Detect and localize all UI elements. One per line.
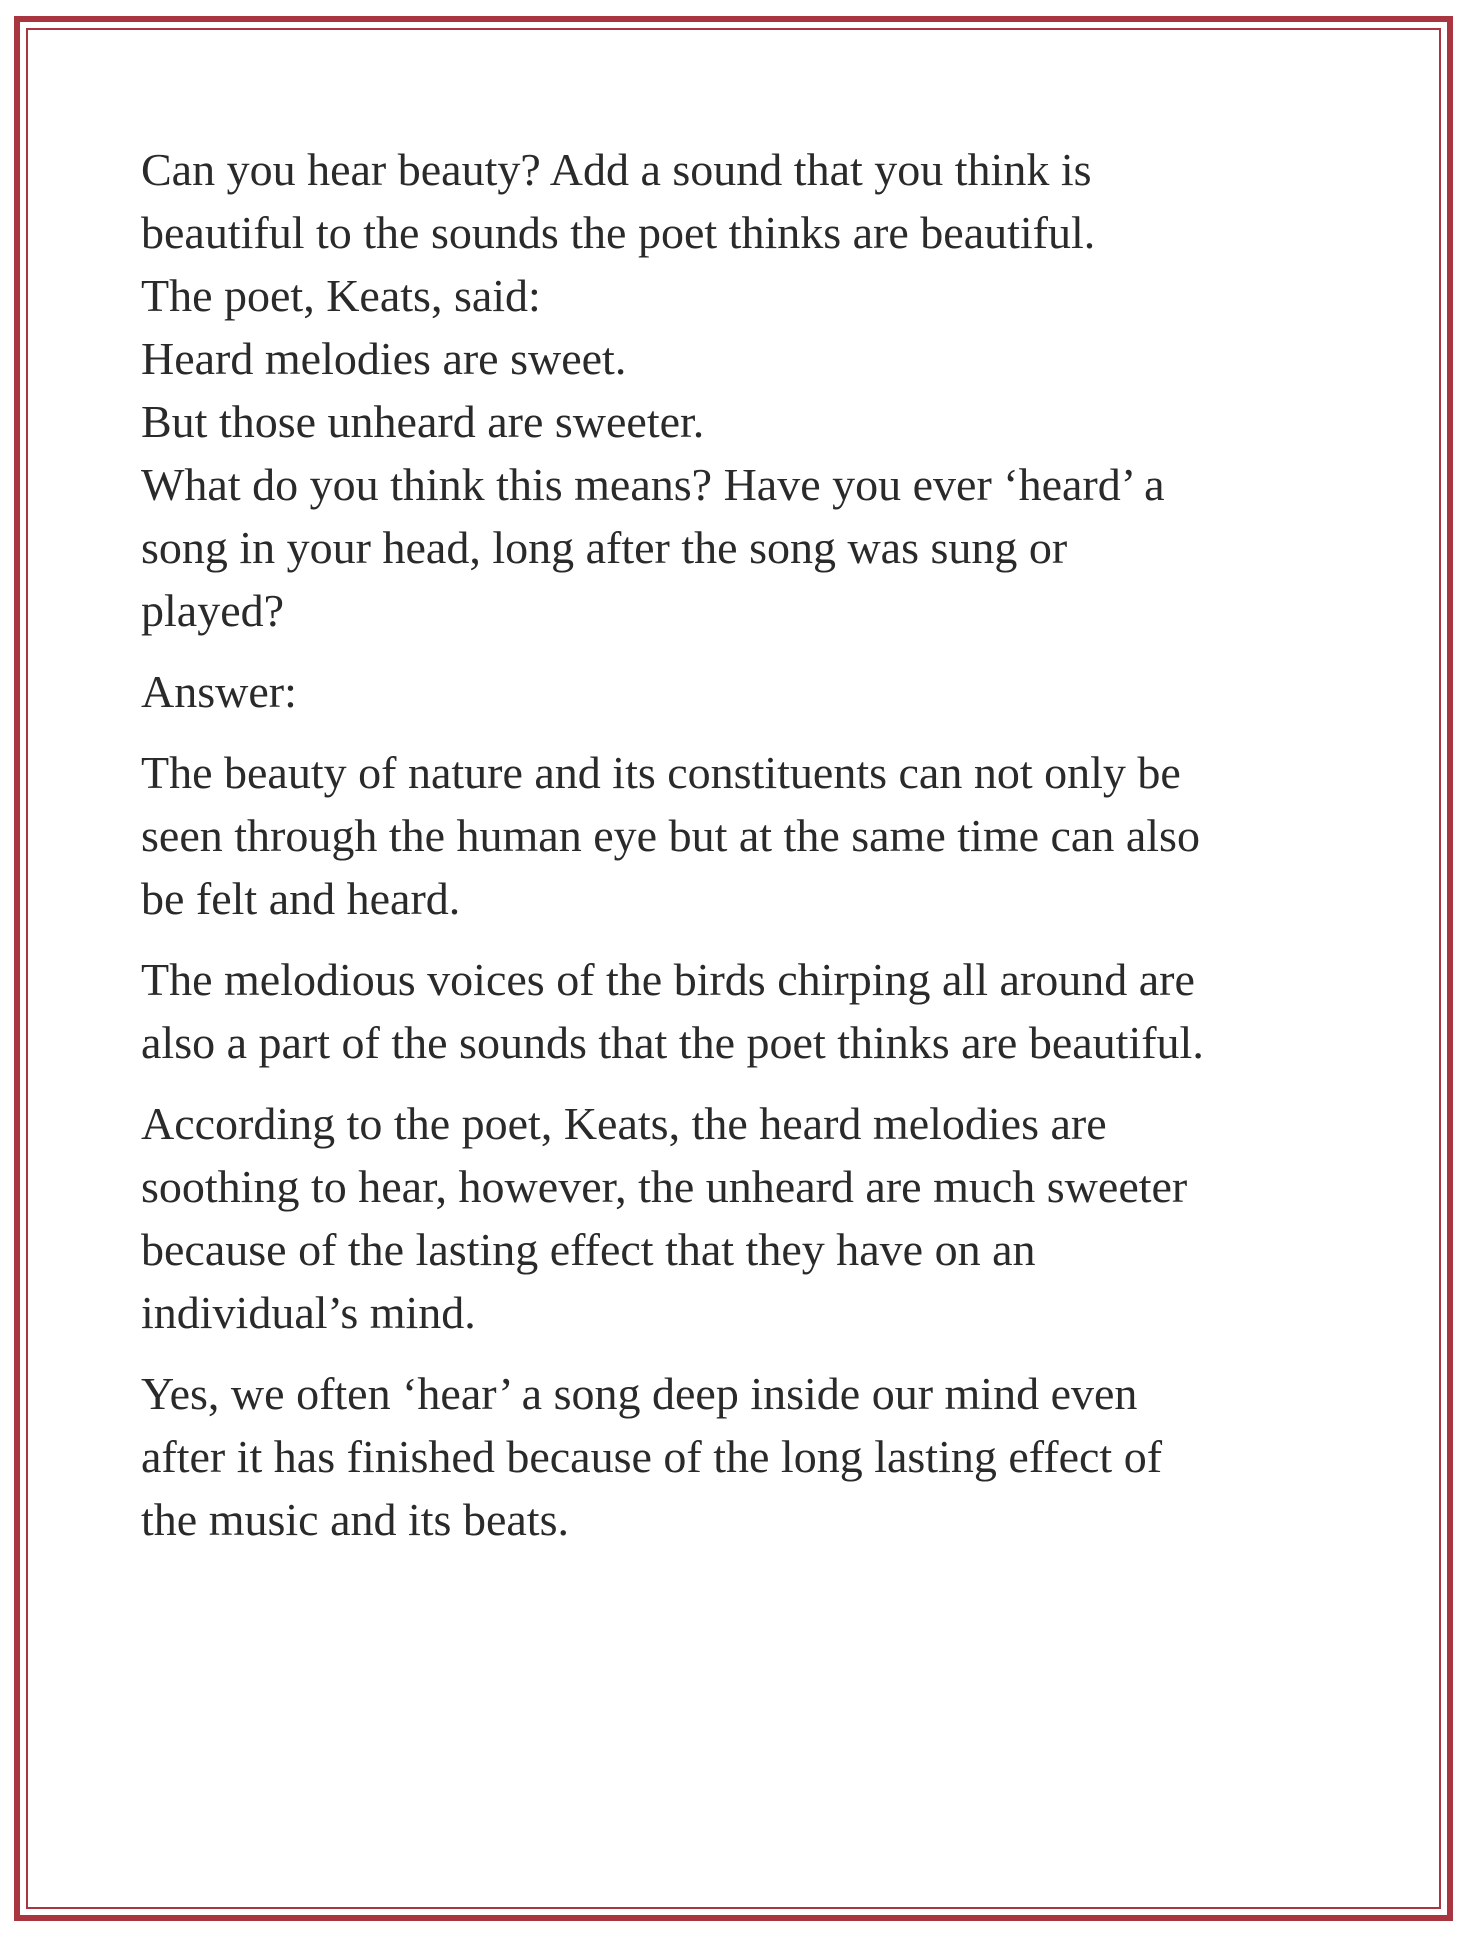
answer-line: the music and its beats. [141, 1494, 569, 1545]
answer-line: soothing to hear, however, the unheard are much sweeter [141, 1161, 1188, 1212]
answer-line: after it has finished because of the long lasting effect of [141, 1431, 1163, 1482]
answer-paragraph [141, 741, 1341, 930]
document-body [141, 138, 1341, 1551]
question-block [141, 138, 1341, 642]
answer-line: The beauty of nature and its constituents can not only be [141, 747, 1181, 798]
question-line: beautiful to the sounds the poet thinks are beautiful. [141, 207, 1096, 258]
answer-paragraph [141, 1092, 1341, 1344]
answer-paragraph [141, 1362, 1341, 1551]
answer-line: be felt and heard. [141, 873, 461, 924]
quote-line: But those unheard are sweeter. [141, 396, 705, 447]
quote-line: Heard melodies are sweet. [141, 333, 627, 384]
answer-line: The melodious voices of the birds chirping all around are [141, 954, 1195, 1005]
question-line: played? [141, 585, 285, 636]
answer-line: Yes, we often ‘hear’ a song deep inside our mind even [141, 1368, 1138, 1419]
question-line: Can you hear beauty? Add a sound that you think is [141, 144, 1092, 195]
question-line: What do you think this means? Have you ever ‘heard’ a [141, 459, 1165, 510]
answer-line: seen through the human eye but at the same time can also [141, 810, 1200, 861]
answer-line: According to the poet, Keats, the heard melodies are [141, 1098, 1107, 1149]
answer-line: individual’s mind. [141, 1287, 476, 1338]
question-line: song in your head, long after the song was sung or [141, 522, 1068, 573]
answer-line: because of the lasting effect that they have on an [141, 1224, 1036, 1275]
answer-label: Answer: [141, 666, 297, 717]
answer-line: also a part of the sounds that the poet thinks are beautiful. [141, 1017, 1204, 1068]
answer-paragraph [141, 948, 1341, 1074]
question-line: The poet, Keats, said: [141, 270, 541, 321]
